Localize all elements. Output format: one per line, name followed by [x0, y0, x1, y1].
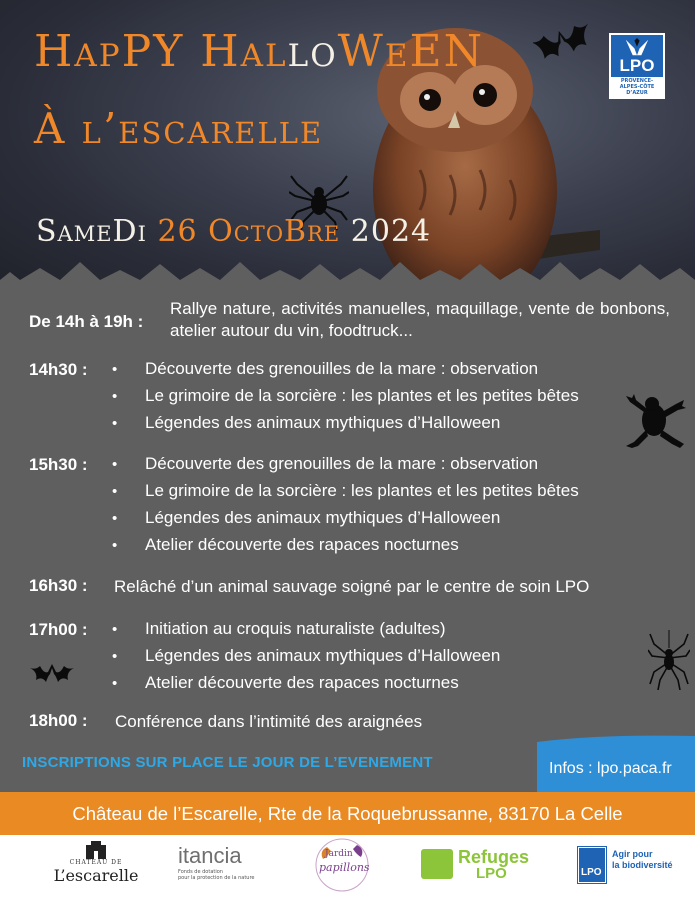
itancia-tag-1: Fonds de dotation	[178, 869, 223, 875]
intro-text: Rallye nature, activités manuelles, maquillage, vente de bonbons, atelier autour du vin, foodtruck...	[170, 299, 670, 340]
jardin-papillons-logo	[307, 837, 377, 893]
list-item: Découverte des grenouilles de la mare : observation	[145, 454, 539, 473]
list-item: Atelier découverte des rapaces nocturnes	[145, 535, 459, 554]
title-part-1: HapPY Hal	[34, 26, 288, 77]
list-item: Atelier découverte des rapaces nocturnes	[145, 673, 459, 692]
hero-banner	[0, 0, 695, 300]
date-weekday: SameDi	[36, 214, 158, 249]
slot-1630-text: Relâché d’un animal sauvage soigné par le centre de soin LPO	[114, 577, 590, 596]
bullet: •	[112, 537, 118, 554]
refuges-lpo-text: LPO	[476, 865, 507, 882]
slot-1800-text: Conférence dans l’intimité des araignées	[115, 712, 423, 731]
lpo-logo-text: LPO	[619, 56, 655, 75]
intro-time: De 14h à 19h :	[29, 312, 144, 331]
bullet: •	[112, 648, 118, 665]
slot-1800-time: 18h00 :	[29, 711, 88, 730]
list-item: Découverte des grenouilles de la mare : observation	[145, 359, 539, 378]
chateau-escarelle-logo	[46, 839, 146, 885]
program-content	[0, 260, 695, 792]
list-item: Légendes des animaux mythiques d’Halloween	[145, 508, 501, 527]
refuges-text: Refuges	[458, 847, 530, 867]
list-item: Initiation au croquis naturaliste (adultes)	[145, 619, 446, 638]
agir-text	[612, 849, 673, 871]
itancia-logo	[178, 843, 278, 881]
refuges-leaf-icon	[421, 849, 453, 879]
event-title	[34, 26, 484, 77]
bat-icon	[533, 20, 597, 80]
slot-1430-time: 14h30 :	[29, 360, 88, 379]
infos-link[interactable]: Infos : lpo.paca.fr	[549, 760, 672, 777]
bullet: •	[112, 361, 118, 378]
list-item: Le grimoire de la sorcière : les plantes et les petites bêtes	[145, 481, 579, 500]
title-part-2: lo	[287, 26, 338, 77]
title-part-3: WeEN	[337, 26, 485, 77]
bullet: •	[112, 483, 118, 500]
frog-icon	[624, 390, 688, 450]
jardin-text-1: Jardin	[325, 849, 353, 859]
slot-1700-time: 17h00 :	[29, 620, 88, 639]
itancia-tag-2: pour la protection de la nature	[178, 875, 255, 881]
date-day-month: 26 OctoBre	[157, 214, 341, 249]
list-item: Légendes des animaux mythiques d’Halloween	[145, 646, 501, 665]
slot-1530-time: 15h30 :	[29, 455, 88, 474]
agir-line-2: la biodiversité	[612, 860, 673, 870]
bullet: •	[112, 415, 118, 432]
chateau-small-text: CHATEAU DE	[69, 859, 123, 866]
agir-line-1: Agir pour	[612, 849, 653, 859]
event-subtitle: À l’escarelle	[34, 104, 324, 153]
bullet: •	[112, 388, 118, 405]
lpo-birds-icon	[620, 38, 654, 57]
address-bar	[0, 792, 695, 835]
partner-logos	[0, 835, 695, 900]
bullet: •	[112, 510, 118, 527]
castle-icon	[83, 839, 109, 859]
date-year: 2024	[340, 214, 432, 249]
slot-1630-time: 16h30 :	[29, 576, 88, 595]
lpo-agir-logo	[578, 847, 688, 887]
itancia-name: itancia	[178, 843, 242, 868]
spider-icon	[648, 630, 690, 690]
bullet: •	[112, 675, 118, 692]
list-item: Légendes des animaux mythiques d’Halloween	[145, 413, 501, 432]
bullet: •	[112, 621, 118, 638]
lpo-logo-subtitle: PROVENCE-ALPES-CÔTE D’AZUR	[611, 77, 663, 97]
program-panel	[0, 260, 695, 792]
inscriptions-notice: INSCRIPTIONS SUR PLACE LE JOUR DE L’EVENEMENT	[22, 754, 433, 771]
refuges-lpo-logo	[421, 847, 533, 883]
lpo-logo	[609, 33, 665, 99]
address-text: Château de l’Escarelle, Rte de la Roquebrussanne, 83170 La Celle	[72, 802, 623, 824]
bullet: •	[112, 456, 118, 473]
lpo-mini-logo	[578, 847, 606, 883]
chateau-big-text: L’escarelle	[53, 866, 139, 885]
event-date	[36, 214, 431, 249]
lpo-mini-text: LPO	[581, 867, 602, 878]
jardin-text-2: papillons	[319, 861, 370, 874]
list-item: Le grimoire de la sorcière : les plantes et les petites bêtes	[145, 386, 579, 405]
bat-icon	[30, 660, 74, 690]
